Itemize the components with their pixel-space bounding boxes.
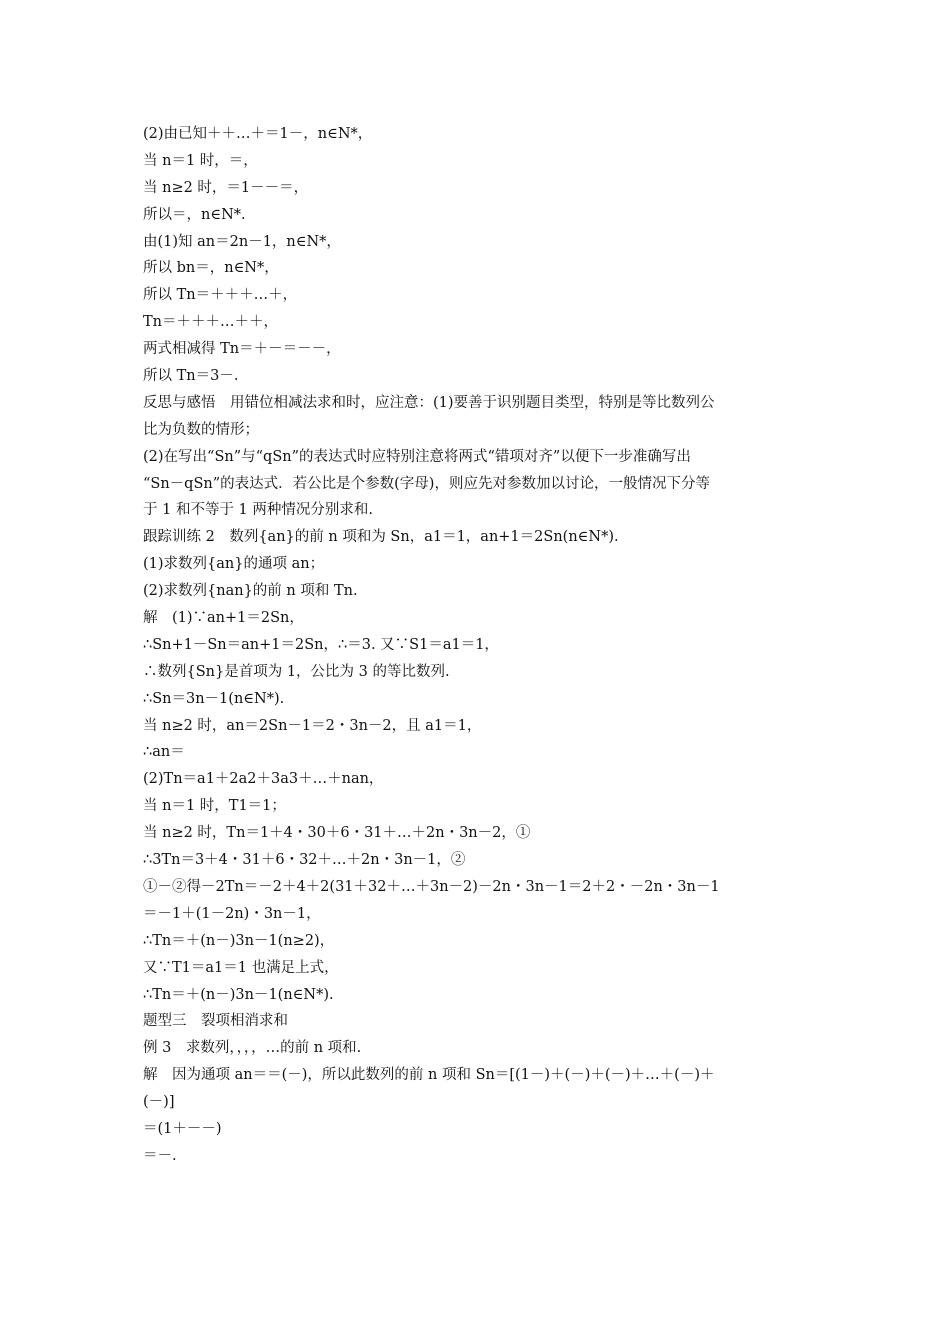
text-line: (1)求数列{an}的通项 an； [143,556,325,573]
text-line: 当 n≥2 时，Tn＝1＋4・30＋6・31＋…＋2n・3n－2，① [143,825,531,842]
text-line: 所以 bn＝，n∈N*， [143,260,279,277]
text-line: 题型三 裂项相消求和 [143,1013,288,1030]
text-line: 当 n≥2 时，＝1－－＝， [143,179,309,196]
text-line: (2)求数列{nan}的前 n 项和 Tn. [143,583,358,600]
text-line: 例 3 求数列，，，，…的前 n 项和. [143,1040,362,1057]
text-line: ∴Tn＝＋(n－)3n－1(n∈N*). [143,986,334,1003]
text-line: ①－②得－2Tn＝－2＋4＋2(31＋32＋…＋3n－2)－2n・3n－1＝2＋2・－2n・3n－1 [143,878,720,895]
text-line: 比为负数的情形； [143,421,259,438]
text-line: Tn＝＋＋＋…＋＋， [143,314,279,331]
text-line: ∴Tn＝＋(n－)3n－1(n≥2)， [143,932,335,949]
text-line: 当 n＝1 时，T1＝1； [143,798,286,815]
text-line: (2)Tn＝a1＋2a2＋3a3＋…＋nan， [143,771,384,788]
text-line: “Sn－qSn”的表达式．若公比是个参数(字母)，则应先对参数加以讨论，一般情况下分等 [143,475,710,492]
text-line: ∴Sn＝3n－1(n∈N*). [143,690,285,707]
text-line: 解 因为通项 an＝＝(－)，所以此数列的前 n 项和 Sn＝[(1－)＋(－)＋(－)＋…＋(－)＋ [143,1067,715,1084]
text-line: ＝－. [143,1147,177,1164]
text-line: 所以 Tn＝3－. [143,368,239,385]
text-line: 反思与感悟 用错位相减法求和时，应注意：(1)要善于识别题目类型，特别是等比数列公 [143,394,715,411]
text-line: 跟踪训练 2 数列{an}的前 n 项和为 Sn，a1＝1，an+1＝2Sn(n∈N*). [143,529,619,546]
text-line: ＝(1＋－－) [143,1120,222,1137]
text-line: ∴an＝ [143,744,185,761]
text-line: 又∵T1＝a1＝1 也满足上式， [143,959,339,976]
text-line: (－)] [143,1094,175,1111]
text-line: (2)在写出“Sn”与“qSn”的表达式时应特别注意将两式“错项对齐”以便下一步准确写出 [143,448,691,465]
text-line: 所以＝，n∈N*. [143,206,246,223]
text-line: ＝－1＋(1－2n)・3n－1， [143,905,321,922]
text-line: 于 1 和不等于 1 两种情况分别求和. [143,502,373,519]
text-line: ∴数列{Sn}是首项为 1，公比为 3 的等比数列. [143,663,450,680]
text-line: 解 (1)∵an+1＝2Sn， [143,610,304,627]
text-line: (2)由已知＋＋…＋＝1－，n∈N*， [143,126,373,142]
document-body [143,121,818,1170]
text-line: 当 n＝1 时，＝， [143,152,258,169]
text-line: 所以 Tn＝＋＋＋…＋， [143,287,298,304]
text-line: ∴Sn+1－Sn＝an+1＝2Sn，∴＝3. 又∵S1＝a1＝1， [143,636,499,653]
text-line: 两式相减得 Tn＝＋－＝－－， [143,341,341,358]
text-line: ∴3Tn＝3＋4・31＋6・32＋…＋2n・3n－1，② [143,852,466,869]
text-line: 当 n≥2 时，an＝2Sn－1＝2・3n－2，且 a1＝1， [143,717,482,734]
text-line: 由(1)知 an＝2n－1，n∈N*， [143,233,341,250]
